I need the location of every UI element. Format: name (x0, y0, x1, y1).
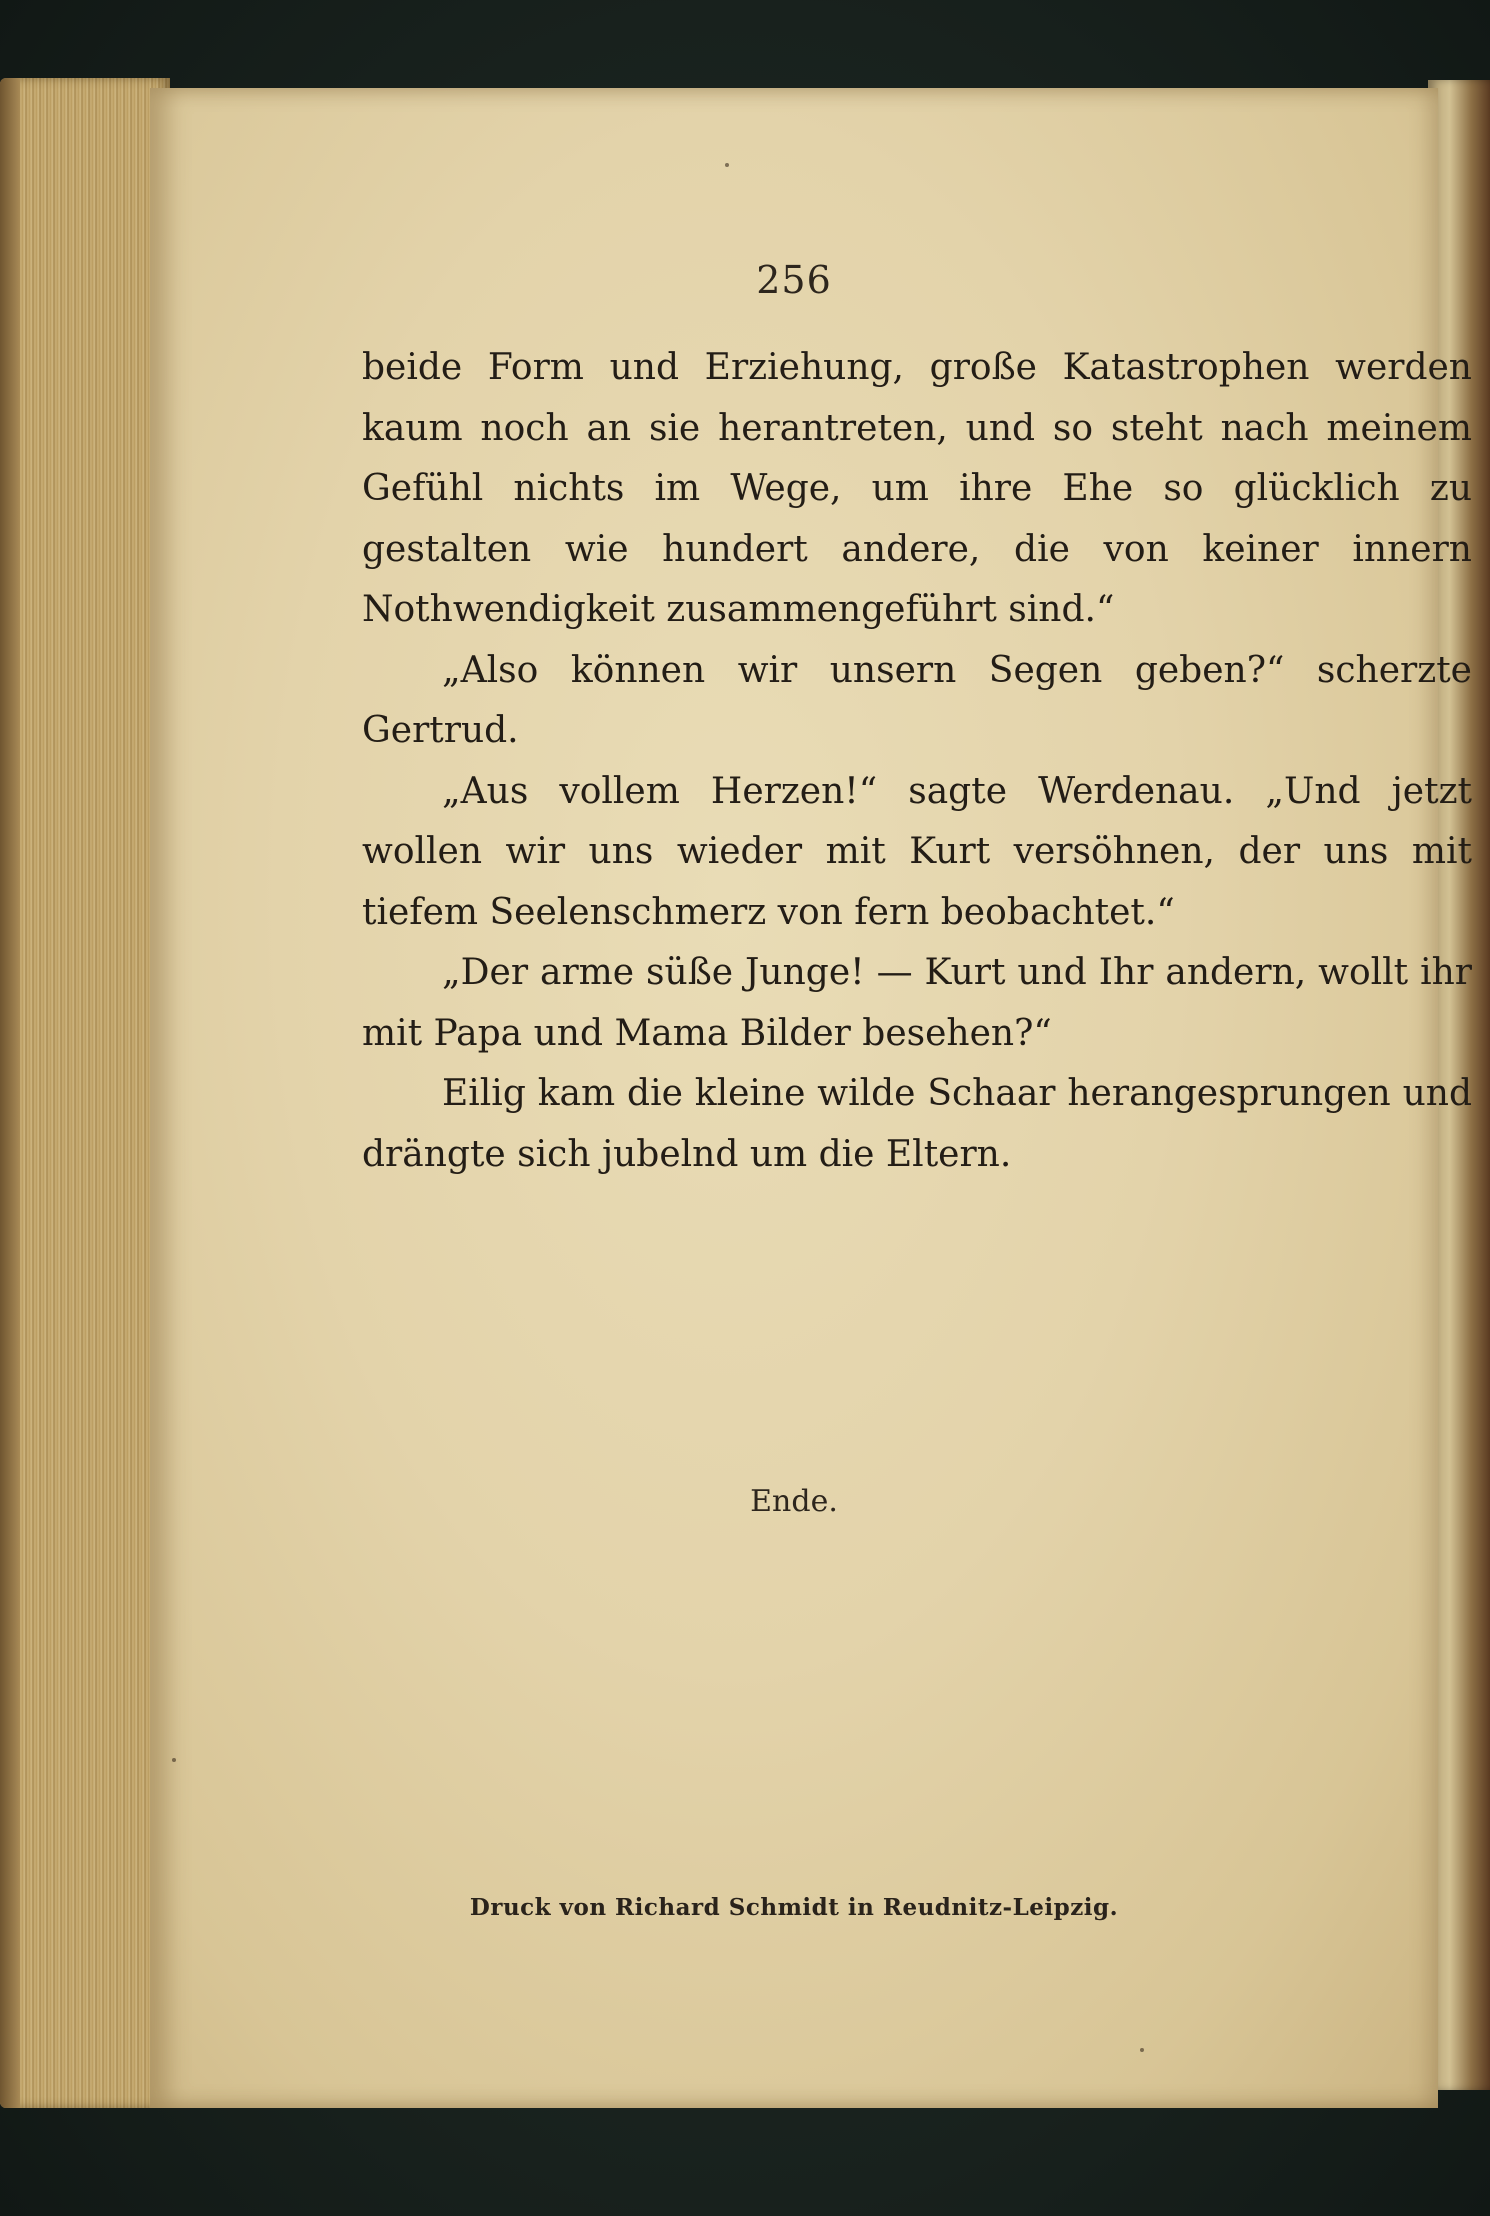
printer-imprint: Druck von Richard Schmidt in Reudnitz-Leipzig. (469, 1894, 1119, 1921)
ende-mark: Ende. (750, 1484, 838, 1519)
page-number: 256 (756, 258, 832, 302)
paragraph-1: beide Form und Erziehung, große Katastrophen werden kaum noch an sie herantreten, und so steht nach meinem Gefühl nichts im Wege, um ihre Ehe so glücklich zu gestalten wie hundert andere, die von keiner innern Nothwendigkeit zusammengeführt sind.“ (362, 347, 1472, 630)
body-text (362, 338, 1472, 1185)
paper-speck (725, 163, 729, 167)
paragraph-5: Eilig kam die kleine wilde Schaar herangesprungen und drängte sich jubelnd um die Eltern. (362, 1073, 1472, 1175)
paper-speck (172, 1758, 176, 1762)
page-stack-edge (0, 78, 170, 2108)
paragraph-2: „Also können wir unsern Segen geben?“ scherzte Gertrud. (362, 649, 1472, 751)
paragraph-4: „Der arme süße Junge! — Kurt und Ihr andern, wollt ihr mit Papa und Mama Bilder besehen?“ (362, 952, 1472, 1054)
paper-speck (1140, 2048, 1144, 2052)
paragraph-3: „Aus vollem Herzen!“ sagte Werdenau. „Und jetzt wollen wir uns wieder mit Kurt versöhnen, der uns mit tiefem Seelenschmerz von fern beobachtet.“ (362, 770, 1472, 933)
book-page (150, 88, 1472, 2108)
